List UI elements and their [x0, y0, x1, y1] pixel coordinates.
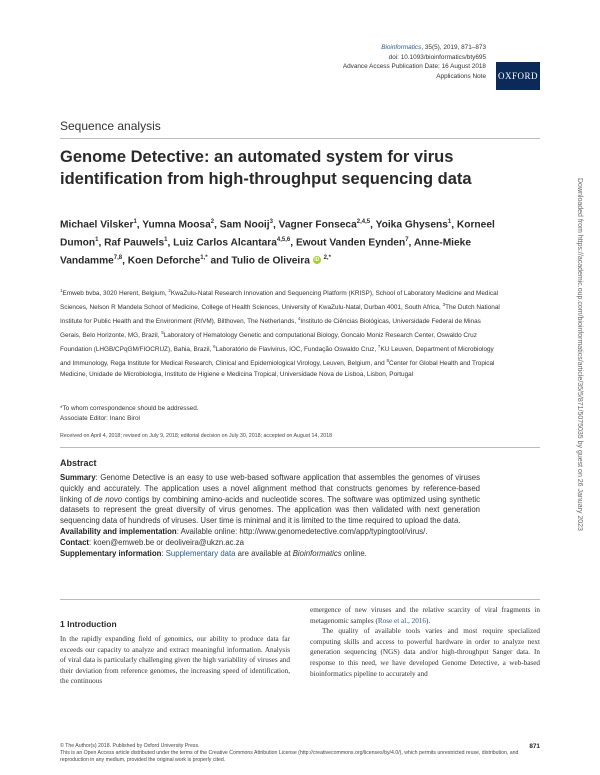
citation-line	[343, 43, 486, 53]
abstract-summary	[60, 473, 480, 527]
affiliation: Laboratório de Flavivirus, IOC, Fundação Oswaldo Cruz,	[215, 345, 378, 353]
affil-number: 7	[377, 343, 381, 349]
author-affil-ref: 2,4,5	[356, 219, 371, 225]
author-affil-ref: 7,8	[113, 254, 123, 261]
availability-text[interactable]: : Available online: http://www.genomedetective.com/app/typingtool/virus/.	[176, 526, 428, 536]
author: , Anne-Mieke Vandamme	[60, 237, 472, 267]
affiliation: Instituto de Ciências Biológicas, Universidade Federal de Minas Gerais, Belo Horizonte, MG, Brazil,	[60, 317, 481, 339]
author: , Sam Nooij	[214, 219, 270, 231]
author-affil-ref: 2,*	[323, 254, 331, 261]
author-affil-ref: 1	[164, 236, 168, 243]
section-heading: 1 Introduction	[60, 619, 117, 629]
author-list	[60, 215, 500, 269]
section-label: Sequence analysis	[60, 119, 161, 133]
paper-title: Genome Detective: an automated system for virus identification from high-throughput sequencing data	[60, 148, 472, 188]
abstract-body	[60, 473, 480, 559]
author-affil-ref: 3	[269, 219, 273, 225]
author: and Tulio de Oliveira	[207, 255, 310, 267]
citation-link[interactable]: Rose et al., 2016	[377, 616, 426, 625]
availability-label: Availability and implementation	[60, 526, 177, 536]
supplementary-text: online.	[341, 548, 367, 558]
associate-editor: Associate Editor: Inanc Birol	[60, 415, 140, 422]
intro-right-column	[310, 605, 540, 679]
contact	[60, 538, 480, 549]
author-affil-ref: 1	[95, 236, 99, 243]
author-affil-ref: 1	[133, 219, 137, 225]
paragraph-text: emergence of new viruses and the relative scarcity of viral fragments in metagenomic samples (	[310, 606, 540, 625]
doi[interactable]: doi: 10.1093/bioinformatics/bty695	[388, 53, 486, 61]
footer-license	[60, 743, 540, 765]
intro-paragraph	[310, 605, 540, 626]
contact-label: Contact	[60, 537, 90, 547]
author-affil-ref: 4,5,6	[276, 236, 291, 243]
author: , Yoika Ghysens	[370, 219, 448, 231]
author: , Koen Deforche	[122, 255, 201, 267]
author: , Korneel Dumon	[60, 219, 495, 249]
affil-number: 6	[213, 343, 216, 349]
affiliation: KU Leuven, Department of Microbiology and Immunology, Rega Institute for Medical Research, Clinical and Epidemiological Virology, Leuven, Belgium, and	[60, 345, 494, 367]
license-text: This is an Open Access article distributed under the terms of the Creative Commons Attribution License (http://creativecommons.org/licenses/by/4.0/), which permits unrestricted reuse, distribution, and reproduction in any medium, provided the original work is properly cited.	[60, 750, 519, 764]
summary-italic: de novo	[93, 494, 123, 504]
availability	[60, 527, 480, 538]
separator: :	[161, 548, 166, 558]
author-affil-ref: 2	[210, 219, 215, 225]
supplementary-label: Supplementary information	[60, 548, 162, 558]
copyright: © The Author(s) 2018. Published by Oxford University Press.	[60, 743, 200, 749]
page-number: 871	[529, 743, 540, 750]
divider	[60, 447, 540, 448]
affiliation: Center for Global Health and Tropical Medicine, Unidade de Microbiologia, Instituto de Higiene e Medicina Tropical, Universidade Nova de Lisboa, Lisbon, Portugal	[60, 359, 495, 378]
journal-name: Bioinformatics	[292, 548, 342, 558]
affil-number: 2	[168, 288, 171, 293]
oxford-logo[interactable]: OXFORD	[496, 62, 540, 90]
journal-name[interactable]: Bioinformatics	[381, 44, 422, 51]
received-dates: Received on April 4, 2018; revised on July 9, 2018; editorial decision on July 30, 2018; accepted on August 14, 2018	[60, 433, 333, 439]
supplementary-text: are available at	[235, 548, 293, 558]
summary-text: : Genome Detective is an easy to use web-based software application that assembles the genomes of viruses quickly and accurately. The application uses a novel alignment method that constructs genomes by reference-based linking of	[60, 473, 480, 504]
author: , Luiz Carlos Alcantara	[167, 237, 277, 249]
correspondence-block	[60, 404, 500, 424]
affil-number: 4	[297, 315, 301, 321]
affiliation: The Dutch National Institute for Public Health and the Environment (RIVM), Bilthoven, The Netherlands,	[60, 304, 500, 325]
author-affil-ref: 1,*	[200, 254, 208, 261]
divider	[60, 599, 540, 600]
affiliation: Emweb bvba, 3020 Herent, Belgium,	[62, 290, 169, 298]
journal-header	[343, 43, 486, 81]
download-watermark: Downloaded from https://academic.oup.com/bioinformatics/article/35/5/871/5075035 by guest on 26 January 2023	[576, 178, 583, 531]
abstract-heading: Abstract	[60, 458, 97, 468]
orcid-icon[interactable]: iD	[314, 257, 320, 264]
author: Michael Vilsker	[60, 219, 134, 231]
affil-number: 5	[161, 329, 164, 335]
contact-emails[interactable]: : koen@emweb.be or deoliveira@ukzn.ac.za	[89, 537, 244, 547]
author: , Ewout Vanden Eynden	[290, 237, 406, 249]
summary-label: Summary	[60, 473, 96, 482]
author: , Yumna Moosa	[136, 219, 211, 231]
intro-left-column: In the rapidly expanding field of genomics, our ability to produce data far exceeds our capacity to analyze and extract meaningful information. Analysis of viral data is particularly challenging given the high variability of viruses and their deviation from reference genomes, the increasing speed of identification, the continuous	[60, 635, 290, 686]
author-affil-ref: 7	[405, 236, 409, 243]
article-type: Applications Note	[436, 72, 486, 80]
citation: , 35(5), 2019, 871–873	[421, 44, 486, 51]
advance-access-date: Advance Access Publication Date: 16 August 2018	[342, 63, 486, 70]
summary-text: contigs by combining amino-acids and nucleotide scores. The software was optimized using synthetic datasets to represent the great diversity of virus genomes. The application was then validated with next generation sequencing data of hundreds of viruses. User time is minimal and it is limited to the time required to upload the data.	[60, 494, 480, 526]
supplementary-link[interactable]: Supplementary data	[165, 548, 236, 558]
divider	[60, 138, 540, 139]
affil-number: 3	[442, 301, 446, 307]
affiliation: Laboratory of Hematology Genetic and computational Biology, Goncalo Moniz Research Center, Oswaldo Cruz Foundation (LHGB/CPqGM/FIOCRUZ), Bahia, Brazil,	[60, 331, 477, 353]
affil-number: 1	[60, 288, 63, 293]
supplementary	[60, 549, 480, 560]
author: , Vagner Fonseca	[272, 219, 357, 231]
paragraph-text: ).	[425, 616, 431, 625]
affiliation: KwaZulu-Natal Research Innovation and Sequencing Platform (KRISP), School of Laboratory Medicine and Medical Sciences, Nelson R Mandela School of Medicine, College of Health Sciences, University of KwaZulu-Natal, Durban 4001, South Africa,	[60, 290, 499, 312]
affiliations	[60, 286, 500, 380]
correspondence-note: *To whom correspondence should be addressed.	[60, 405, 199, 412]
author: , Raf Pauwels	[98, 237, 165, 249]
author-affil-ref: 1	[447, 219, 452, 225]
affil-number: 8	[386, 357, 389, 363]
intro-paragraph: The quality of available tools varies and most require specialized computing skills and access to powerful hardware in order to analyze next generation sequencing (NGS) data and/or high-throughput Sanger data. In response to this need, we have developed Genome Detective, a web-based bioinformatics pipeline to accurately and	[310, 627, 540, 678]
